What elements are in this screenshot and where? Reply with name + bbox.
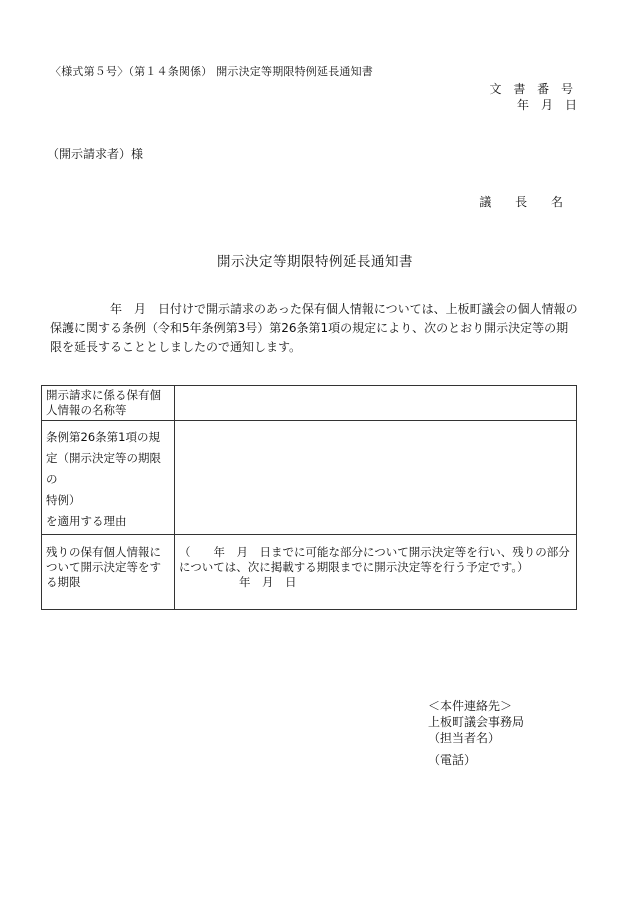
addressee-label: （開示請求者）様 (47, 147, 144, 161)
table-row (42, 386, 577, 421)
reason-field[interactable] (175, 421, 577, 535)
reason-label-line: 定（開示決定等の期限の (46, 451, 161, 486)
contact-phone: （電話） (428, 753, 477, 767)
reason-label (42, 421, 175, 535)
table-row (42, 535, 577, 610)
notice-body-text: 年 月 日付けで開示請求のあった保有個人情報については、上板町議会の個人情報の保護に関する条例（令和5年条例第3号）第26条第1項の規定により、次のとおり開示決定等の期限を延長することとしましたので通知します。 (50, 302, 578, 354)
remaining-deadline-field[interactable] (175, 535, 577, 610)
remaining-deadline-text: （ 年 月 日までに可能な部分について開示決定等を行い、残りの部分については、次に掲載する期限までに開示決定等を行う予定です。） (179, 545, 570, 574)
reason-label-line: を適用する理由 (46, 514, 127, 528)
reason-label-line: 特例） (46, 493, 81, 507)
contact-heading: ＜本件連絡先＞ (428, 699, 513, 713)
retained-info-name-label: 開示請求に係る保有個人情報の名称等 (42, 386, 175, 421)
chair-name-label: 議 長 名 (479, 195, 573, 209)
contact-person: （担当者名） (428, 731, 501, 745)
document-number-label: 文 書 番 号 (489, 82, 577, 96)
contact-block (428, 698, 524, 768)
reason-label-line: 条例第26条第1項の規 (46, 430, 160, 444)
retained-info-name-field[interactable] (175, 386, 577, 421)
table-row (42, 421, 577, 535)
document-title: 開示決定等期限特例延長通知書 (217, 254, 413, 270)
contact-office: 上板町議会事務局 (428, 715, 525, 729)
information-table (41, 385, 577, 610)
remaining-deadline-label: 残りの保有個人情報について開示決定等をする期限 (42, 535, 175, 610)
remaining-deadline-date: 年 月 日 (239, 575, 297, 589)
document-date-label: 年 月 日 (516, 98, 577, 112)
form-number-label: 〈様式第５号〉（第１４条関係） 開示決定等期限特例延長通知書 (50, 65, 373, 78)
